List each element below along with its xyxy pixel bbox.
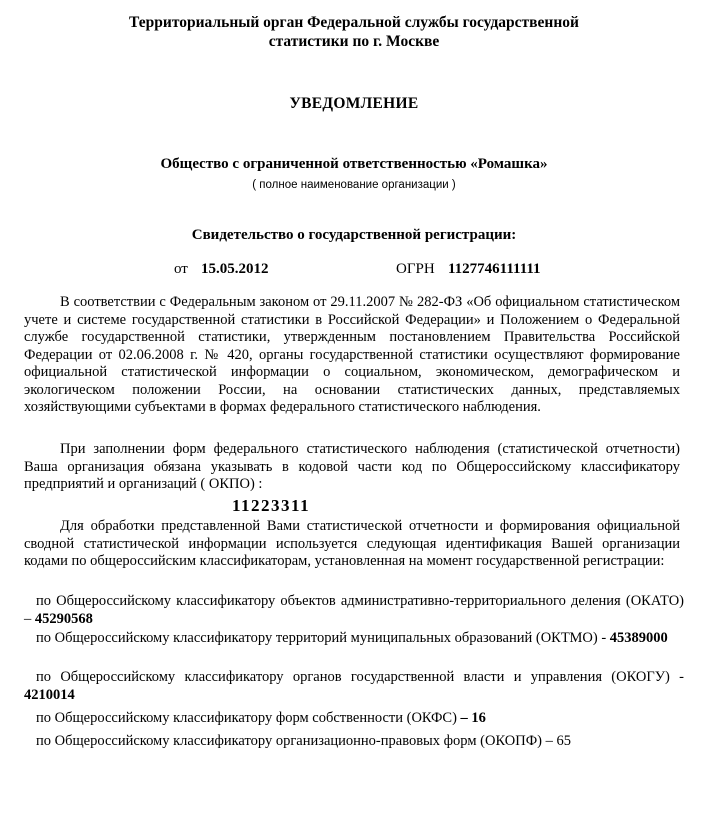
okpo-paragraph: При заполнении форм федерального статистического наблюдения (статистической отчетности) Ваша организация обязана указывать в кодовой части код по Общероссийскому классификатору предприятий и организаций ( ОКПО) : [24, 441, 680, 492]
authority-header [0, 13, 708, 51]
code-okfs-label: по Общероссийскому классификатору форм собственности (ОКФС) [36, 710, 461, 726]
registration-date: 15.05.2012 [201, 261, 269, 277]
authority-line-2: статистики по г. Москве [268, 33, 440, 50]
code-okfs [24, 710, 684, 728]
authority-line-1: Территориальный орган Федеральной службы государственной [129, 14, 579, 31]
certificate-title: Свидетельство о государственной регистрации: [191, 227, 517, 243]
code-okopf-label: по Общероссийскому классификатору организационно-правовых форм (ОКОПФ) – [36, 733, 557, 749]
code-okogu [24, 669, 684, 704]
ogrn-value: 1127746111111 [448, 261, 541, 277]
code-okato-label: по Общероссийскому классификатору объектов административно-территориального деления (ОКАТО) – [24, 593, 684, 627]
codes-intro-paragraph: Для обработки представленной Вами статистической отчетности и формирования официальной сводной статистической информации используется следующая идентификация Вашей организации кодами по общероссийским классификаторам, установленная на момент государственной регистрации: [24, 518, 680, 569]
code-okato-value: 45290568 [34, 610, 93, 627]
code-oktmo-label: по Общероссийскому классификатору территорий муниципальных образований (ОКТМО) - [36, 630, 610, 646]
code-oktmo-value: 45389000 [609, 630, 668, 646]
okpo-code: 11223311 [232, 496, 311, 515]
code-okopf-value: 65 [556, 733, 571, 749]
intro-paragraph: В соответствии с Федеральным законом от 29.11.2007 № 282-ФЗ «Об официальном статистическом учете и системе государственной статистики в Российской Федерации» и Положением о Федеральной службе государственной статистики, утвержденным постановлением Правительства Российской Федерации от 02.06.2008 г. № 420, органы государственной статистики осуществляют формирование официальной статистической информации о социальном, экономическом, демографическом и экологическом положении России, на основании статистических данных, представляемых хозяйствующими субъектами в формах федерального статистического наблюдения. [24, 294, 680, 415]
code-okogu-value: 4210014 [24, 686, 75, 703]
organization-name: Общество с ограниченной ответственностью «Ромашка» [160, 156, 548, 172]
document-title: УВЕДОМЛЕНИЕ [289, 95, 419, 112]
code-okogu-label: по Общероссийскому классификатору органов государственной власти и управления (ОКОГУ) - [36, 669, 684, 685]
code-okopf [24, 733, 684, 751]
code-oktmo [24, 630, 684, 648]
code-okfs-value: – 16 [460, 710, 486, 726]
ogrn-label: ОГРН [396, 261, 435, 277]
registration-date-prefix: от [174, 261, 188, 277]
organization-name-hint: ( полное наименование организации ) [252, 179, 456, 191]
code-okato [24, 593, 684, 628]
